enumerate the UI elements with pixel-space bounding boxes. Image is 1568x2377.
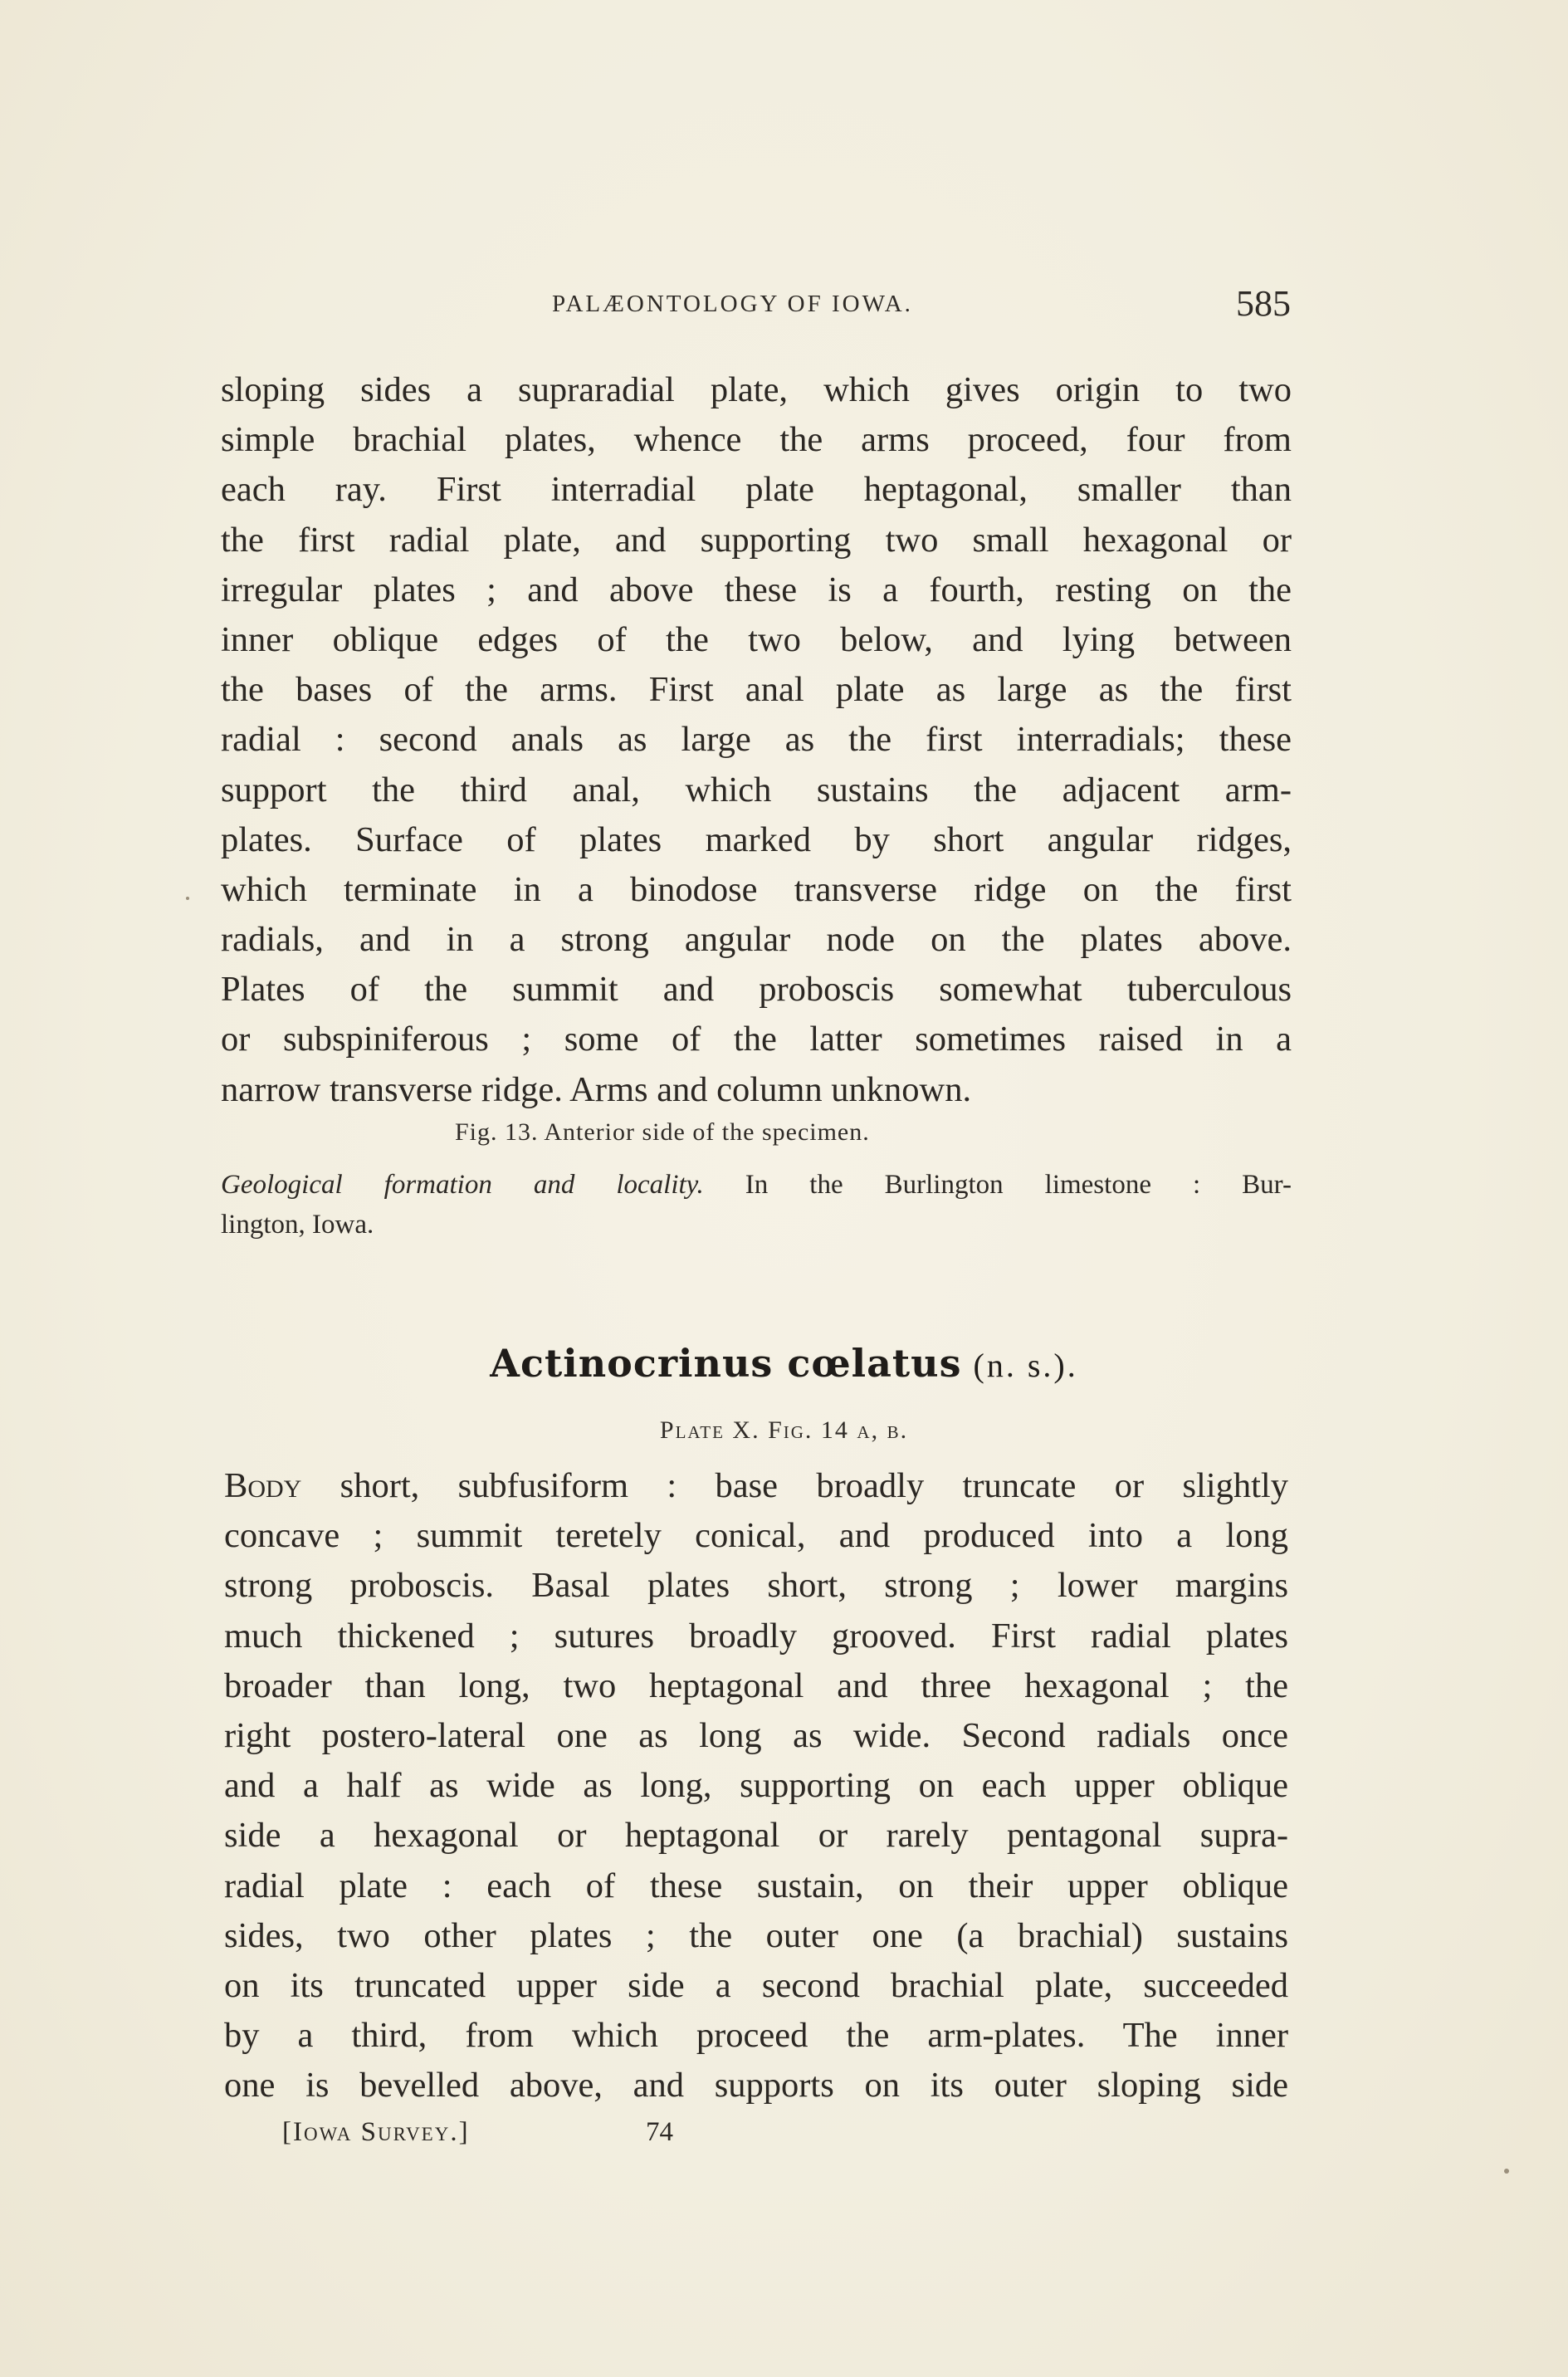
text-line: Plates of the summit and proboscis somewhat tuberculous [221,970,1292,1010]
paper-speck [186,897,189,900]
text-line: radial : second anals as large as the first interradials; these [221,720,1292,760]
text-line: narrow transverse ridge. Arms and column unknown. [221,1069,972,1109]
text-line: support the third anal, which sustains the adjacent arm- [221,770,1292,809]
text-line: radials, and in a strong angular node on the plates above. [221,920,1292,960]
paper-speck [1504,2169,1509,2174]
text-line: irregular plates ; and above these is a fourth, resting on the [221,570,1292,609]
page-number: 585 [1236,283,1291,324]
signature-label: [Iowa Survey.] [282,2117,470,2147]
text-line: and a half as wide as long, supporting on each upper oblique [224,1766,1288,1806]
text-line: sloping sides a supraradial plate, which gives origin to two [221,370,1292,409]
geological-note-line [221,1165,1292,1205]
text-line: much thickened ; sutures broadly grooved. First radial plates [224,1616,1288,1656]
text-line: on its truncated upper side a second brachial plate, succeeded [224,1965,1288,2005]
text-line-rest: short, subfusiform : base broadly truncate or slightly [301,1466,1288,1505]
text-line: which terminate in a binodose transverse ridge on the first [221,869,1292,909]
running-title: PALÆONTOLOGY OF IOWA. [552,291,913,317]
text-line: plates. Surface of plates marked by short angular ridges, [221,819,1292,859]
signature-footer [282,2117,780,2159]
text-line: each ray. First interradial plate heptagonal, smaller than [221,470,1292,510]
geological-label: Geological formation and locality. [221,1170,704,1200]
species-tag: (n. s.). [973,1347,1078,1384]
text-line: broader than long, two heptagonal and three hexagonal ; the [224,1665,1288,1705]
text-line: inner oblique edges of the two below, and lying between [221,619,1292,659]
figure-caption: Fig. 13. Anterior side of the specimen. [455,1118,870,1146]
text-line: or subspiniferous ; some of the latter sometimes raised in a [221,1020,1292,1059]
text-line: the bases of the arms. First anal plate as large as the first [221,670,1292,710]
paragraph-continued [221,365,1292,1115]
plate-reference: Plate X. Fig. 14 a, b. [659,1416,909,1444]
geological-note-line: lington, Iowa. [221,1210,374,1240]
text-line: the first radial plate, and supporting two small hexagonal or [221,520,1292,560]
signature-number: 74 [646,2117,673,2147]
text-line [224,1461,1288,1511]
lead-word: Body [224,1466,302,1505]
text-line: concave ; summit teretely conical, and produced into a long [224,1516,1288,1556]
geological-text: In the Burlington limestone : Bur- [745,1170,1292,1200]
running-head [220,282,1291,332]
text-line: side a hexagonal or heptagonal or rarely pentagonal supra- [224,1816,1288,1856]
species-heading [0,1341,1568,1386]
text-line: strong proboscis. Basal plates short, strong ; lower margins [224,1566,1288,1606]
text-line: one is bevelled above, and supports on its outer sloping side [224,2066,1288,2106]
geological-note [221,1165,1292,1245]
text-line: simple brachial plates, whence the arms proceed, four from [221,420,1292,460]
species-name: Actinocrinus cœlatus [490,1341,962,1386]
text-line: radial plate : each of these sustain, on their upper oblique [224,1866,1288,1905]
text-line: sides, two other plates ; the outer one (a brachial) sustains [224,1915,1288,1955]
text-line: right postero-lateral one as long as wide. Second radials once [224,1715,1288,1755]
species-description [224,1461,1288,2110]
text-line: by a third, from which proceed the arm-plates. The inner [224,2016,1288,2056]
